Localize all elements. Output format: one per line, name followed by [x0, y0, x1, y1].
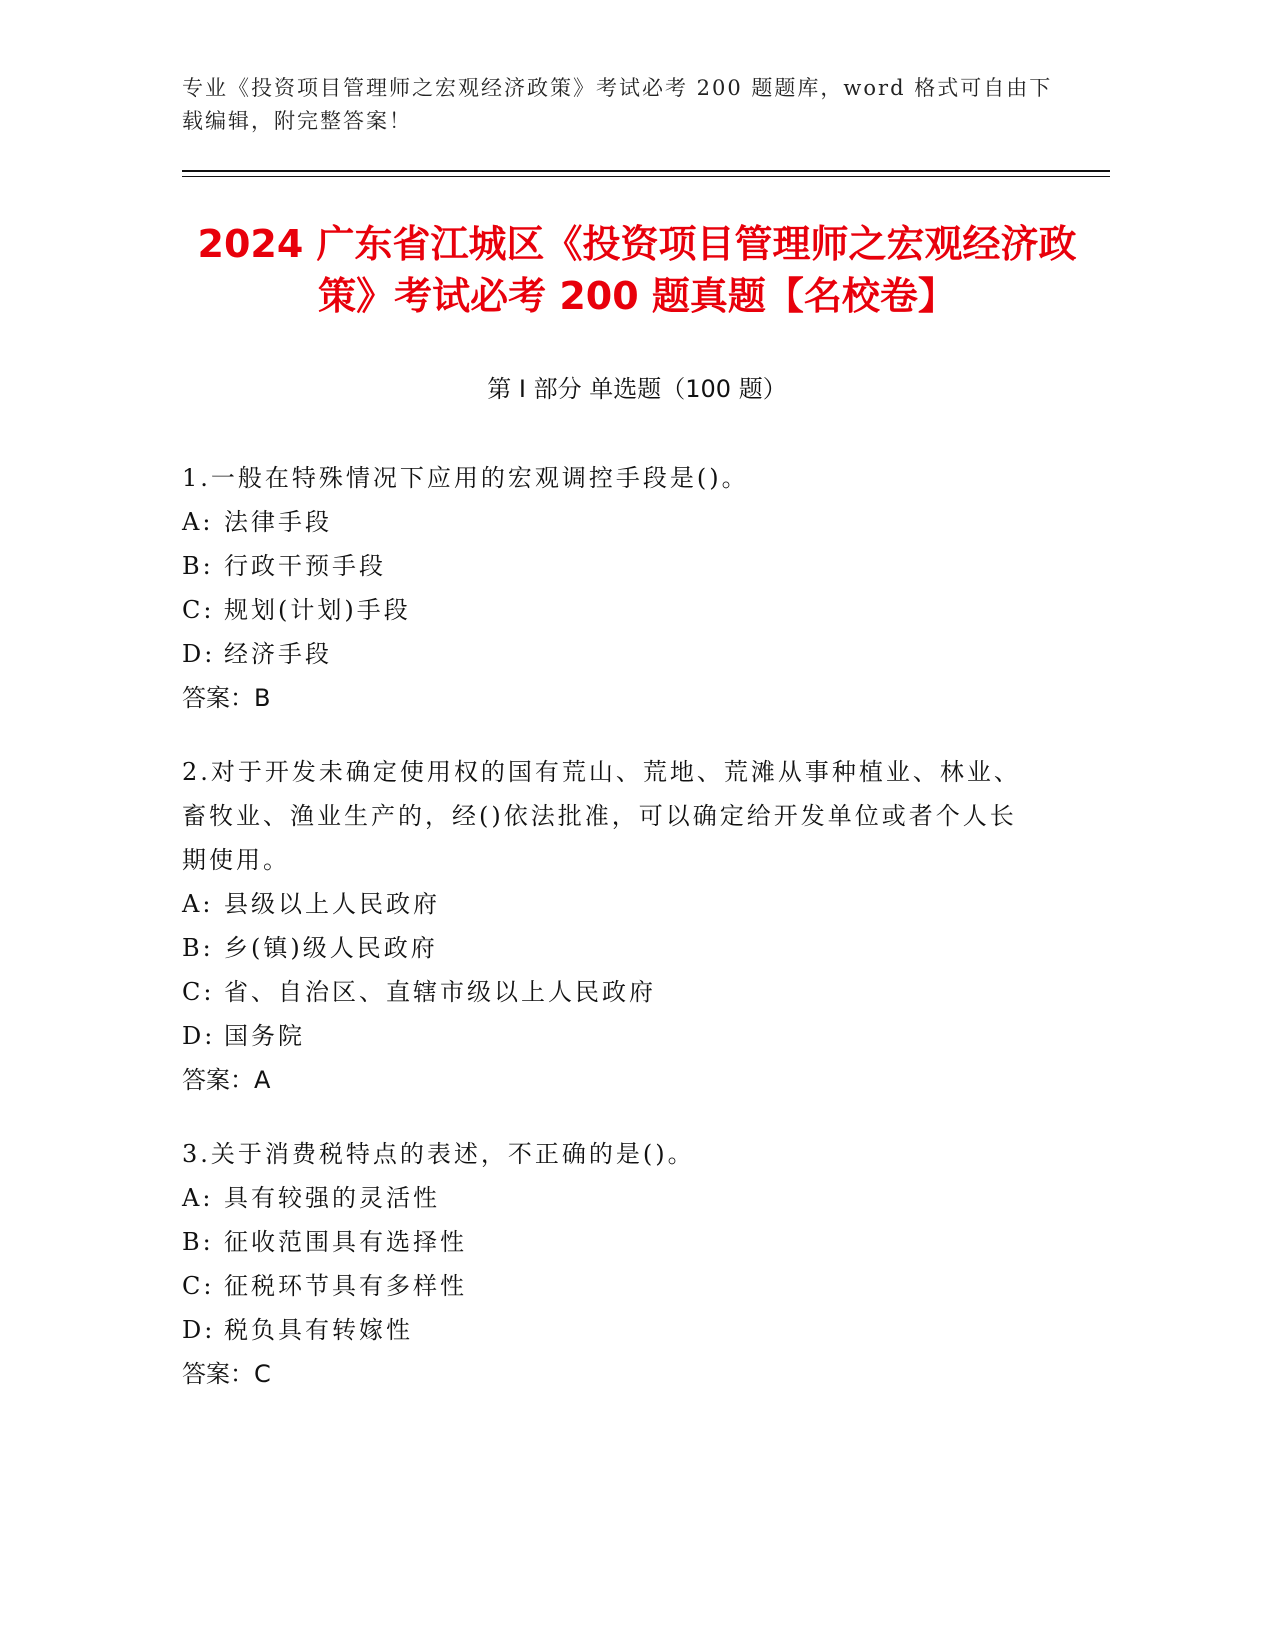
option-key: B:: [182, 552, 214, 580]
option-key: B:: [182, 1228, 214, 1256]
question-2: [182, 750, 1042, 1102]
option-d: [182, 632, 1042, 676]
option-text: 乡(镇)级人民政府: [224, 934, 438, 962]
option-key: C:: [182, 978, 215, 1006]
answer-line: 答案：C: [182, 1360, 271, 1388]
header-note: 专业《投资项目管理师之宏观经济政策》考试必考 200 题题库，word 格式可自由下载编辑，附完整答案！: [182, 76, 1053, 133]
option-key: D:: [182, 1316, 216, 1344]
answer-line: 答案：B: [182, 684, 271, 712]
option-key: A:: [182, 1184, 214, 1212]
option-text: 经济手段: [224, 640, 332, 668]
question-stem: 1.一般在特殊情况下应用的宏观调控手段是()。: [182, 464, 749, 492]
option-a: [182, 500, 1042, 544]
option-text: 规划(计划)手段: [224, 596, 411, 624]
option-text: 征收范围具有选择性: [224, 1228, 467, 1256]
option-a: [182, 882, 1042, 926]
option-text: 省、自治区、直辖市级以上人民政府: [224, 978, 656, 1006]
option-text: 法律手段: [224, 508, 332, 536]
option-key: D:: [182, 640, 216, 668]
option-text: 行政干预手段: [224, 552, 386, 580]
answer-line: 答案：A: [182, 1066, 271, 1094]
option-b: [182, 926, 1042, 970]
option-text: 税负具有转嫁性: [224, 1316, 413, 1344]
option-d: [182, 1308, 1042, 1352]
option-key: C:: [182, 1272, 215, 1300]
question-1: [182, 456, 1042, 720]
option-text: 具有较强的灵活性: [224, 1184, 440, 1212]
option-a: [182, 1176, 1042, 1220]
question-3: [182, 1132, 1042, 1396]
question-stem: 3.关于消费税特点的表述，不正确的是()。: [182, 1140, 695, 1168]
option-c: [182, 970, 1042, 1014]
question-stem: 2.对于开发未确定使用权的国有荒山、荒地、荒滩从事种植业、林业、畜牧业、渔业生产的，经()依法批准，可以确定给开发单位或者个人长期使用。: [182, 758, 1021, 874]
section-title: 第 I 部分 单选题（100 题）: [487, 375, 787, 403]
option-key: A:: [182, 890, 214, 918]
option-key: C:: [182, 596, 215, 624]
option-c: [182, 588, 1042, 632]
option-b: [182, 1220, 1042, 1264]
option-c: [182, 1264, 1042, 1308]
header-divider-thin: [182, 176, 1110, 177]
header-divider-thick: [182, 170, 1110, 172]
option-b: [182, 544, 1042, 588]
question-list: [182, 456, 1042, 1426]
option-key: D:: [182, 1022, 216, 1050]
option-text: 国务院: [224, 1022, 305, 1050]
option-key: A:: [182, 508, 214, 536]
document-title: 2024 广东省江城区《投资项目管理师之宏观经济政策》考试必考 200 题真题【名校卷】: [197, 222, 1077, 318]
option-text: 县级以上人民政府: [224, 890, 440, 918]
option-text: 征税环节具有多样性: [224, 1272, 467, 1300]
option-d: [182, 1014, 1042, 1058]
option-key: B:: [182, 934, 214, 962]
